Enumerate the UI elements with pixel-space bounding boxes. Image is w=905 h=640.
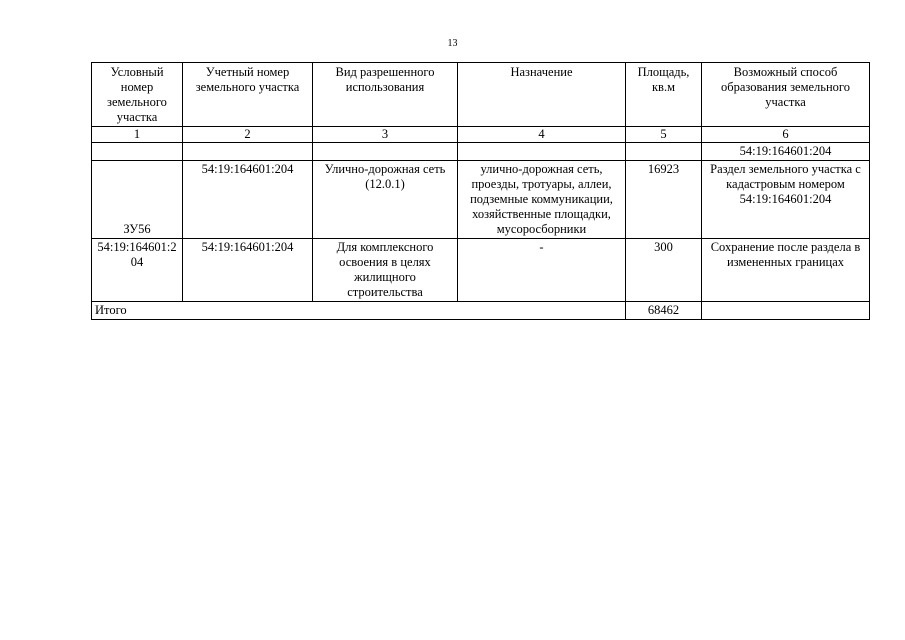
cell-area xyxy=(626,143,702,161)
cell-permitted-use xyxy=(313,143,458,161)
header-purpose: Назначение xyxy=(458,63,626,127)
header-permitted-use: Вид разрешенного использования xyxy=(313,63,458,127)
column-number: 1 xyxy=(92,127,183,143)
cell-permitted-use: Улично-дорожная сеть (12.0.1) xyxy=(313,161,458,239)
header-conditional-number: Условный номер земельного участка xyxy=(92,63,183,127)
cell-formation-method: Раздел земельного участка с кадастровым номером 54:19:164601:204 xyxy=(702,161,870,239)
cell-formation-method: 54:19:164601:204 xyxy=(702,143,870,161)
column-number: 5 xyxy=(626,127,702,143)
cell-permitted-use: Для комплексного освоения в целях жилищного строительства xyxy=(313,239,458,302)
table-row xyxy=(92,161,870,239)
cell-cadastral-number: 54:19:164601:204 xyxy=(183,161,313,239)
cell-formation-method: Сохранение после раздела в измененных границах xyxy=(702,239,870,302)
total-label: Итого xyxy=(92,302,626,320)
cell-conditional-number: ЗУ56 xyxy=(92,161,183,239)
header-formation-method: Возможный способ образования земельного участка xyxy=(702,63,870,127)
total-row xyxy=(92,302,870,320)
cell-conditional-number: 54:19:164601:204 xyxy=(92,239,183,302)
column-number: 4 xyxy=(458,127,626,143)
total-formation-method xyxy=(702,302,870,320)
header-row xyxy=(92,63,870,127)
land-plots-table xyxy=(91,62,870,320)
cell-conditional-number xyxy=(92,143,183,161)
column-number: 6 xyxy=(702,127,870,143)
column-number-row xyxy=(92,127,870,143)
cell-cadastral-number xyxy=(183,143,313,161)
column-number: 2 xyxy=(183,127,313,143)
cell-cadastral-number: 54:19:164601:204 xyxy=(183,239,313,302)
total-area: 68462 xyxy=(626,302,702,320)
cell-purpose: - xyxy=(458,239,626,302)
page-number: 13 xyxy=(447,38,458,49)
table-row xyxy=(92,143,870,161)
cell-area: 300 xyxy=(626,239,702,302)
table-row xyxy=(92,239,870,302)
header-area: Площадь, кв.м xyxy=(626,63,702,127)
column-number: 3 xyxy=(313,127,458,143)
cell-purpose xyxy=(458,143,626,161)
cell-purpose: улично-дорожная сеть, проезды, тротуары, аллеи, подземные коммуникации, хозяйственные площадки, мусоросборники xyxy=(458,161,626,239)
cell-area: 16923 xyxy=(626,161,702,239)
header-cadastral-number: Учетный номер земельного участка xyxy=(183,63,313,127)
